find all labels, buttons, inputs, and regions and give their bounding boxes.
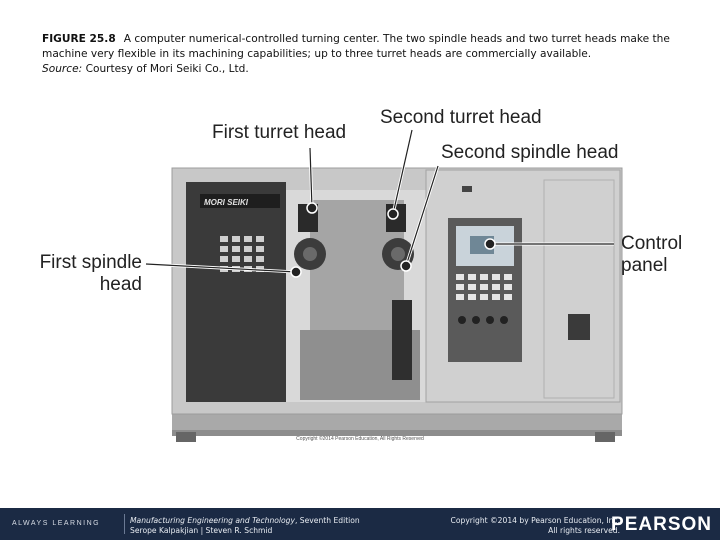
right-door-slot	[392, 300, 412, 380]
footer-copyright	[451, 516, 620, 536]
brand-text: MORI SEIKI	[204, 198, 249, 207]
pearson-logo: PEARSON	[611, 514, 712, 535]
callout-first-spindle-head	[36, 252, 142, 296]
footer-divider	[124, 514, 125, 534]
turning-center-photo	[140, 160, 640, 450]
warning-label	[462, 186, 472, 192]
figure-caption	[42, 32, 702, 77]
source-text: Courtesy of Mori Seiki Co., Ltd.	[85, 63, 249, 75]
footer-bar	[0, 508, 720, 540]
book-info	[130, 516, 360, 536]
callout-first-turret-head: First turret head	[212, 122, 347, 143]
book-title: Manufacturing Engineering and Technology	[130, 516, 295, 525]
right-foot	[595, 432, 615, 442]
callout-control-line1: Control	[621, 233, 683, 254]
second-turret	[386, 204, 406, 232]
book-authors: Serope Kalpakjian | Steven R. Schmid	[130, 526, 273, 535]
side-knob-panel	[568, 314, 590, 340]
always-learning-text: ALWAYS LEARNING	[12, 520, 101, 527]
caption-text: A computer numerical-controlled turning center. The two spindle heads and two turret heads make the machine very flexible in its machining capabilities; up to three turret heads are commercially available.	[42, 33, 670, 60]
copyright-line2: All rights reserved.	[548, 526, 620, 535]
callout-control-panel	[621, 233, 682, 277]
left-dark-panel	[186, 182, 286, 402]
book-edition: , Seventh Edition	[294, 516, 360, 525]
figure-label: FIGURE 25.8	[42, 33, 116, 45]
callout-first-spindle-line2: head	[99, 274, 142, 295]
callout-control-line2: panel	[621, 255, 668, 276]
callout-second-turret-head: Second turret head	[380, 107, 542, 128]
copyright-line1: Copyright ©2014 by Pearson Education, Inc.	[450, 516, 620, 525]
callout-first-spindle-line1: First spindle	[39, 252, 142, 273]
source-label: Source:	[42, 63, 83, 75]
callout-second-spindle-head: Second spindle head	[441, 142, 619, 163]
image-copyright: Copyright ©2014 Pearson Education, All Rights Reserved	[296, 436, 424, 442]
first-turret	[298, 204, 318, 232]
left-foot	[176, 432, 196, 442]
